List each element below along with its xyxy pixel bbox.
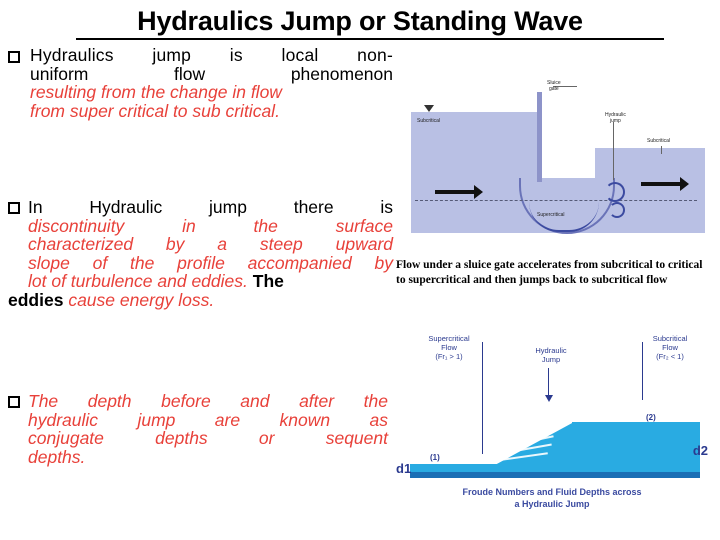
label-subcritical-downstream: Subcritical — [647, 138, 671, 144]
jump-eddy-icon — [609, 202, 625, 218]
energy-line-dashed — [415, 200, 697, 201]
figure1-caption-line1: Flow under a sluice gate accelerates from subcritical to critical — [396, 259, 703, 271]
bullet-3-line-1: The depth before and after the — [28, 391, 388, 411]
bullet-2-line-6-red: cause energy loss. — [63, 289, 215, 310]
label-sluice-gate-line1: Sluice — [547, 80, 561, 86]
bullet-1-text — [30, 46, 393, 120]
froude-number-diagram — [396, 330, 708, 510]
label-supercritical-flow-line3: (Fr₁ > 1) — [435, 352, 463, 361]
label-sluice-gate-line2: gate — [548, 86, 559, 92]
jump-pointer-arrow-icon — [548, 368, 549, 396]
label-hydraulic-jump-2 — [520, 346, 582, 364]
page-title: Hydraulics Jump or Standing Wave — [137, 6, 583, 36]
bullet-2-line-2: discontinuity in the surface — [28, 215, 393, 236]
label-subcritical-flow-line3: (Fr₂ < 1) — [656, 352, 684, 361]
bullet-2-line-1: In Hydraulic jump there is — [28, 197, 393, 217]
bullet-3-line-2: hydraulic jump are known as — [28, 409, 388, 430]
channel-floor — [410, 472, 700, 478]
bullet-2-text — [28, 198, 393, 291]
bullet-item-3 — [8, 392, 388, 466]
label-supercritical-flow — [412, 334, 486, 361]
water-surface-marker-icon — [424, 105, 434, 112]
title-underline — [76, 38, 664, 40]
bullet-1-line-2: uniform flow phenomenon — [30, 63, 393, 84]
bullet-2-line-5-bold: The — [247, 271, 284, 291]
label-depth-2: d2 — [692, 443, 708, 458]
sluice-gate-shape — [537, 92, 542, 182]
bullet-item-1 — [8, 46, 393, 120]
inflow-arrow-icon — [435, 190, 475, 194]
bullet-2-line-5 — [28, 272, 393, 291]
label-subcritical-upstream: Subcritical — [417, 118, 441, 124]
bullet-1-line-4: from super critical to sub critical. — [30, 100, 280, 121]
bullet-item-2 — [8, 198, 393, 309]
figure2-caption — [396, 486, 708, 510]
label-supercritical-flow-line1: Supercritical — [428, 334, 470, 343]
label-depth-1: d1 — [396, 461, 412, 476]
label-subcritical-flow — [634, 334, 706, 361]
label-point-1: (1) — [430, 453, 440, 462]
bullet-2-line-4: slope of the profile accompanied by — [28, 252, 393, 273]
label-hydraulic-jump-2-line2: Jump — [541, 355, 561, 364]
label-supercritical-flow-line2: Flow — [441, 343, 457, 352]
label-sluice-gate — [547, 80, 561, 92]
bullet-1-line-1: Hydraulics jump is local non- — [30, 45, 393, 65]
jump-eddy-icon — [605, 182, 625, 202]
bullet-3-line-4: depths. — [28, 446, 86, 467]
jump-leader-line — [613, 122, 614, 180]
label-subcritical-flow-line2: Flow — [662, 343, 678, 352]
bullet-square-icon — [8, 202, 20, 214]
figure1-caption — [396, 258, 706, 288]
figure2-caption-line2: a Hydraulic Jump — [514, 499, 590, 509]
bullet-2-line-6-wrap — [8, 291, 393, 310]
outflow-arrow-icon — [641, 182, 681, 186]
label-hydraulic-jump-line2: jump — [610, 118, 621, 124]
label-hydraulic-jump-line1: Hydraulic — [605, 112, 626, 118]
label-supercritical: Supercritical — [537, 212, 565, 218]
bullet-1-line-3: resulting from the change in flow — [30, 82, 282, 102]
subcritical-leader-line — [661, 146, 662, 154]
label-subcritical-flow-line1: Subcritical — [652, 334, 688, 343]
upstream-water-body — [411, 112, 539, 233]
subcritical-depth-block — [572, 422, 700, 478]
figure1-caption-line2: to supercritical and then jumps back to subcritical flow — [396, 274, 668, 286]
bullet-3-text — [28, 392, 388, 466]
label-hydraulic-jump — [605, 112, 626, 124]
bullet-2-line-6-bold: eddies — [8, 289, 64, 310]
bullet-square-icon — [8, 51, 20, 63]
label-hydraulic-jump-2-line1: Hydraulic — [535, 346, 567, 355]
bullet-square-icon — [8, 396, 20, 408]
sluice-gate-diagram — [409, 52, 707, 235]
bullet-2-line-3: characterized by a steep upward — [28, 234, 393, 254]
bullet-3-line-3: conjugate depths or sequent — [28, 428, 388, 448]
figure2-caption-line1: Froude Numbers and Fluid Depths across — [462, 487, 642, 497]
bullet-2-line-5-red: lot of turbulence and eddies. — [28, 271, 248, 291]
label-point-2: (2) — [646, 413, 656, 422]
